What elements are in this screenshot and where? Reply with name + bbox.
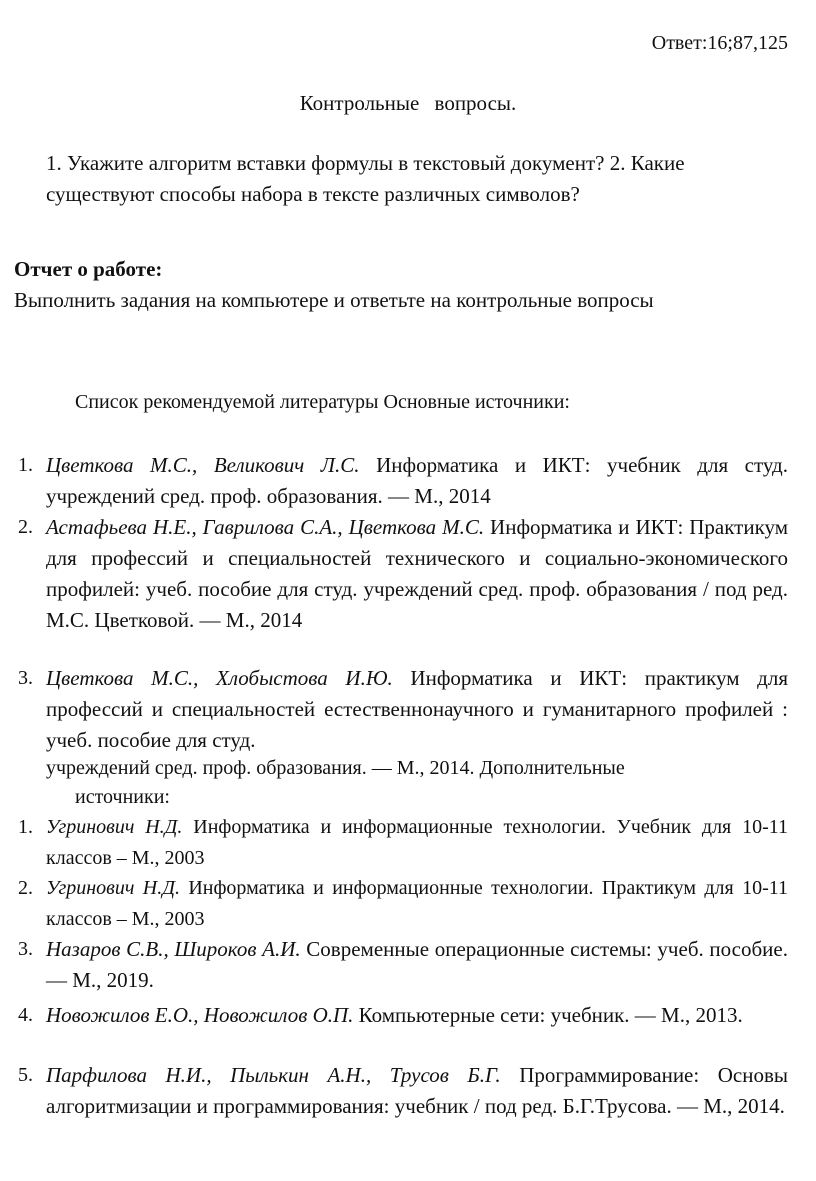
source-authors: Угринович Н.Д. — [46, 877, 180, 899]
source-title: Информатика и информационные технологии. Учебник для 10-11 классов – М., 2003 — [46, 816, 789, 869]
source-title: Программирование: Основы алгоритмизации и программирования: учебник / под ред. Б.Г.Трусова. — М., 2014. — [46, 1063, 788, 1118]
source-authors: Парфилова Н.И., Пылькин А.Н., Трусов Б.Г. — [46, 1063, 501, 1087]
list-number: 2. — [18, 877, 33, 899]
control-questions-text: 1. Укажите алгоритм вставки формулы в текстовый документ? 2. Какие существуют способы набора в тексте различных символов? — [46, 151, 685, 206]
list-number: 5. — [18, 1064, 33, 1086]
main-sources-tail: учреждений сред. проф. образования. — М., 2014. Дополнительные — [46, 757, 625, 779]
list-number: 3. — [18, 667, 33, 689]
source-title: Информатика и ИКТ: учебник для студ. учреждений сред. проф. образования. — М., 2014 — [46, 453, 788, 508]
source-authors: Назаров С.В., Широков А.И. — [46, 937, 301, 961]
answer-line: Ответ:16;87,125 — [651, 32, 788, 54]
source-text — [46, 663, 788, 756]
source-text — [46, 512, 788, 636]
extra-sources-heading: источники: — [75, 786, 170, 808]
source-title: Информатика и ИКТ: Практикум для профессий и специальностей технического и социально-экономического профилей: учеб. пособие для студ. учреждений сред. проф. образования / под ред. М.С. Цветковой. — М., 2014 — [46, 515, 788, 632]
source-text — [46, 934, 788, 996]
source-title: Компьютерные сети: учебник. — М., 2013. — [353, 1003, 743, 1027]
list-number: 4. — [18, 1004, 33, 1026]
list-number: 1. — [18, 454, 33, 476]
source-title: Информатика и ИКТ: практикум для профессий и специальностей естественнонаучного и гуманитарного профилей : учеб. пособие для студ. — [46, 666, 788, 752]
control-questions-title: Контрольные вопросы. — [299, 91, 517, 115]
source-authors: Цветкова М.С., Великович Л.С. — [46, 453, 360, 477]
source-text — [46, 450, 788, 512]
source-title: Современные операционные системы: учеб. пособие. — М., 2019. — [46, 937, 788, 992]
list-number: 1. — [18, 816, 33, 838]
source-text — [46, 1060, 788, 1122]
source-authors: Угринович Н.Д. — [46, 816, 183, 838]
source-text — [46, 1000, 788, 1031]
source-text — [46, 873, 788, 935]
source-authors: Астафьева Н.Е., Гаврилова С.А., Цветкова М.С. — [46, 515, 485, 539]
source-title: Информатика и информационные технологии. Практикум для 10-11 классов – М., 2003 — [46, 877, 788, 930]
source-authors: Новожилов Е.О., Новожилов О.П. — [46, 1003, 354, 1027]
source-authors: Цветкова М.С., Хлобыстова И.Ю. — [46, 666, 393, 690]
source-text — [46, 812, 788, 874]
report-text: Выполнить задания на компьютере и ответьте на контрольные вопросы — [14, 288, 654, 312]
list-number: 2. — [18, 516, 33, 538]
list-number: 3. — [18, 938, 33, 960]
literature-heading: Список рекомендуемой литературы Основные источники: — [75, 391, 570, 413]
report-heading: Отчет о работе: — [14, 257, 163, 281]
